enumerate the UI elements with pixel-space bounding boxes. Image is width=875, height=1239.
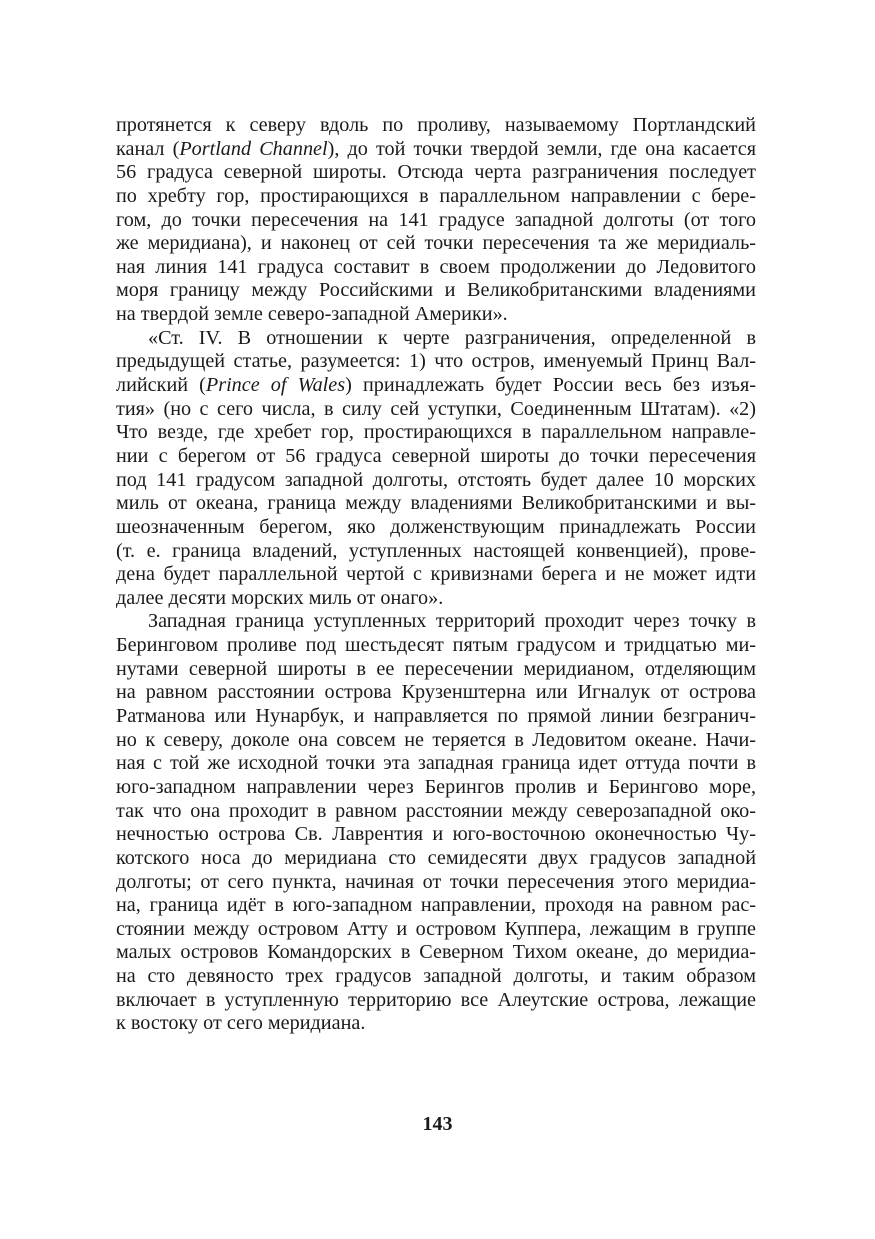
text-line: ная линия 141 градуса составит в своем продолжении до Ледовитого — [116, 255, 756, 278]
paragraph-western-boundary — [116, 610, 756, 1036]
text-line: далее десяти морских миль от онаго». — [116, 586, 444, 609]
text-line: долготы; от сего пункта, начиная от точки пересечения этого меридиа- — [116, 870, 756, 893]
paragraph-article-4 — [116, 327, 756, 611]
text-line: котского носа до меридиана сто семидесяти двух градусов западной — [116, 846, 756, 869]
text-line: нечностью острова Св. Лаврентия и юго-восточною оконечностью Чу- — [116, 823, 756, 846]
text-line: Что везде, где хребет гор, простирающихся в параллельном направле- — [116, 421, 756, 444]
text-line: тия» (но с сего числа, в силу сей уступки, Соединенным Штатам). «2) — [116, 397, 756, 420]
text-line: шеозначенным берегом, яко долженствующим принадлежать России — [116, 515, 756, 538]
text-line: нии с берегом от 56 градуса северной широты до точки пересечения — [116, 444, 756, 467]
text-line: «Ст. IV. В отношении к черте разграничения, определенной в — [148, 326, 756, 349]
text-line: протянется к северу вдоль по проливу, называемому Портландский — [116, 114, 756, 136]
text-line: нутами северной широты в ее пересечении меридианом, отделяющим — [116, 657, 756, 680]
text-line: стоянии между островом Атту и островом Куппера, лежащим в группе — [116, 917, 756, 940]
text-line: малых островов Командорских в Северном Тихом океане, до меридиа- — [116, 941, 756, 964]
text-line: так что она проходит в равном расстоянии между северозападной око- — [116, 799, 756, 822]
text-line: включает в уступленную территорию все Алеутские острова, лежащие — [116, 988, 756, 1011]
text-line: предыдущей статье, разумеется: 1) что остров, именуемый Принц Вал- — [116, 350, 756, 373]
text-line: на сто девяносто трех градусов западной долготы, и таким образом — [116, 965, 756, 988]
text-line: гом, до точки пересечения на 141 градусе западной долготы (от того — [116, 208, 756, 231]
text-line: 56 градуса северной широты. Отсюда черта разграничения последует — [116, 161, 756, 184]
text-line: юго-западном направлении через Берингов пролив и Берингово море, — [116, 775, 756, 798]
text-line: Беринговом проливе под шестьдесят пятым градусом и тридцатью ми- — [116, 634, 756, 657]
text-line: Ратманова или Нунарбук, и направляется по прямой линии безгранич- — [116, 705, 756, 728]
text-line: под 141 градусом западной долготы, отстоять будет далее 10 морских — [116, 468, 756, 491]
text-line: миль от океана, граница между владениями Великобританскими и вы- — [116, 492, 756, 515]
page-number: 143 — [422, 1113, 453, 1135]
text-line: канал (Portland Channel), до той точки твердой земли, где она касается — [116, 137, 756, 160]
text-line: моря границу между Российскими и Великобританскими владениями — [116, 279, 756, 302]
text-line: на твердой земле северо-западной Америки». — [116, 303, 508, 326]
text-line: дена будет параллельной чертой с кривизнами берега и не может идти — [116, 563, 756, 586]
text-line: по хребту гор, простирающихся в параллельном направлении с бере- — [116, 184, 756, 207]
italic-term: Portland Channel — [179, 137, 328, 160]
italic-term: Prince of Wales — [205, 374, 346, 397]
text-line: же меридиана), и наконец от сей точки пересечения та же меридиаль- — [116, 232, 756, 255]
paragraph-article-3-end — [116, 114, 756, 327]
text-line: к востоку от сего меридиана. — [116, 1012, 366, 1035]
text-line: лийский (Prince of Wales) принадлежать будет России весь без изъя- — [116, 374, 756, 397]
text-line: но к северу, доколе она совсем не теряется в Ледовитом океане. Начи- — [116, 728, 756, 751]
text-body — [116, 114, 756, 1036]
text-line: ная с той же исходной точки эта западная граница идет оттуда почти в — [116, 752, 756, 775]
text-line: на, граница идёт в юго-западном направлении, проходя на равном рас- — [116, 894, 756, 917]
text-line: (т. е. граница владений, уступленных настоящей конвенцией), прове- — [116, 539, 756, 562]
text-line: на равном расстоянии острова Крузенштерна или Игналук от острова — [116, 681, 756, 704]
text-line: Западная граница уступленных территорий проходит через точку в — [148, 610, 756, 633]
